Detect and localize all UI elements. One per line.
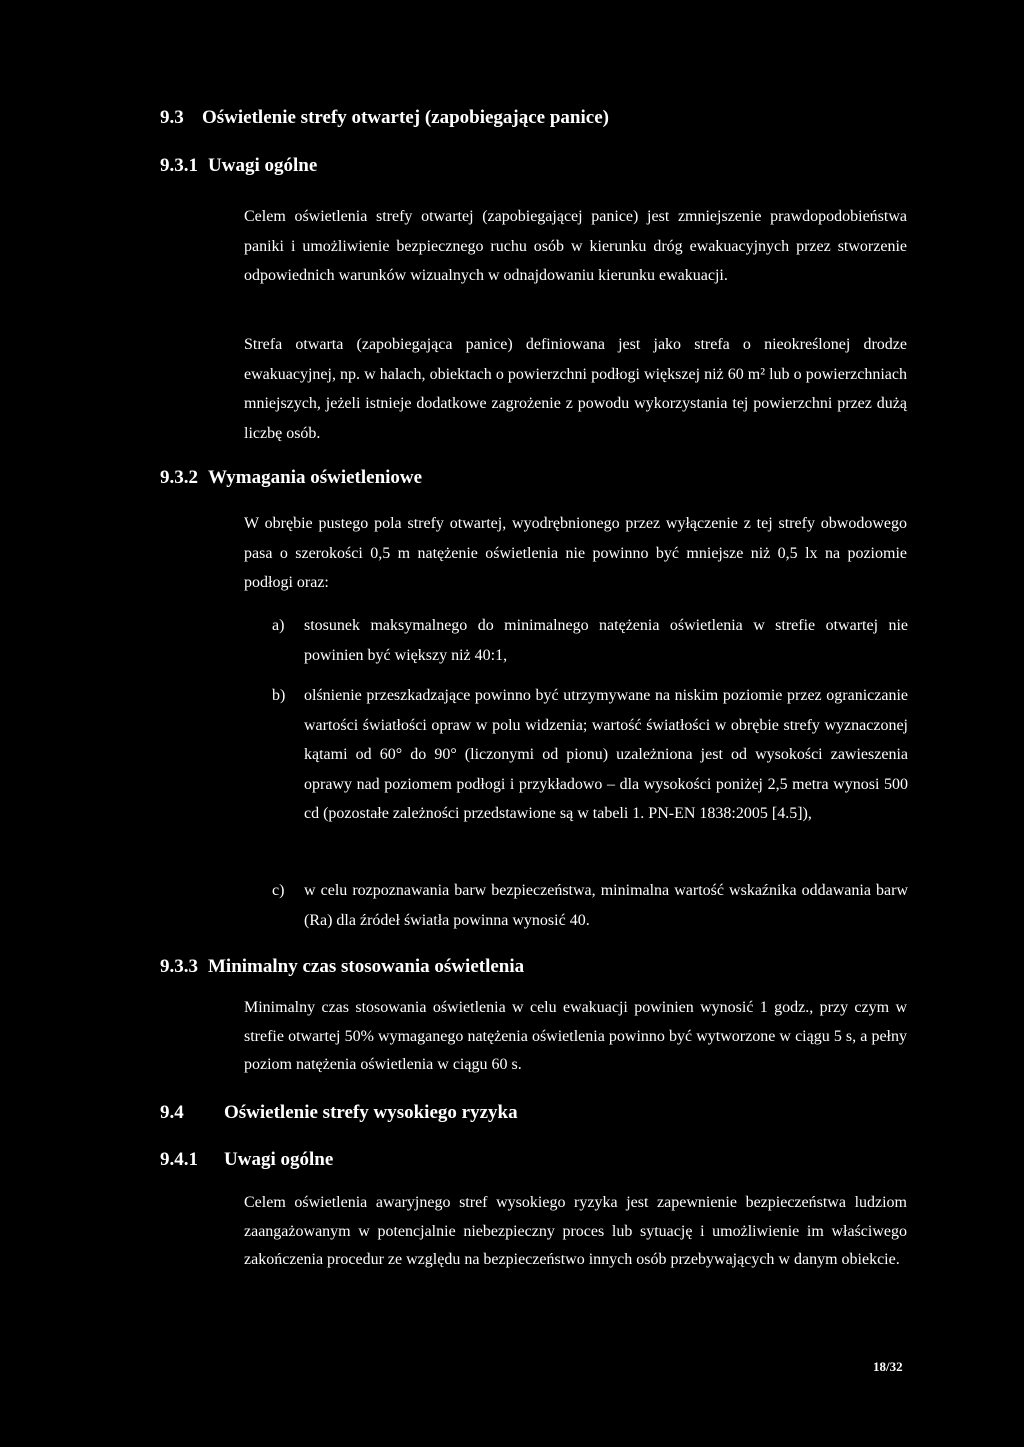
section-number: 9.3 <box>160 107 184 128</box>
heading-9-3-3 <box>160 955 525 979</box>
page-number: 18/32 <box>873 1359 903 1374</box>
section-number: 9.3.2 <box>160 467 198 488</box>
list-item-text: stosunek maksymalnego do minimalnego natężenia oświetlenia w strefie otwartej nie powinien być większy niż 40:1, <box>304 617 908 664</box>
paragraph-9-3-3: Minimalny czas stosowania oświetlenia w celu ewakuacji powinien wynosić 1 godz., przy czym w strefie otwartej 50% wymaganego natężenia oświetlenia powinno być wytworzone w ciągu 5 s, a pełny poziom natężenia oświetlenia w ciągu 60 s. <box>244 999 907 1074</box>
list-item-letter: a) <box>272 617 285 634</box>
paragraph-9-3-1-purpose: Celem oświetlenia strefy otwartej (zapobiegającej panice) jest zmniejszenie prawdopodobieństwa paniki i umożliwienie bezpiecznego ruchu osób w kierunku dróg ewakuacyjnych przez stworzenie odpowiednich warunków wizualnych w odnajdowaniu kierunku ewakuacji. <box>244 208 907 284</box>
section-number: 9.4.1 <box>160 1149 198 1170</box>
paragraph-9-4-1: Celem oświetlenia awaryjnego stref wysokiego ryzyka jest zapewnienie bezpieczeństwa ludziom zaangażowanym w potencjalnie niebezpieczny proces lub sytuację i umożliwienie im właściwego zakończenia procedur ze względu na bezpieczeństwo innych osób przebywających w danym obiekcie. <box>244 1194 907 1269</box>
list-item-letter: c) <box>272 882 285 899</box>
paragraph-9-3-1-definition: Strefa otwarta (zapobiegająca panice) definiowana jest jako strefa o nieokreślonej drodze ewakuacyjnej, np. w halach, obiektach o powierzchni podłogi większej niż 60 m² lub o powierzchniach mniejszych, jeżeli istnieje dodatkowe zagrożenie z powodu wykorzystania tej powierzchni przez dużą liczbę osób. <box>244 336 907 442</box>
heading-9-3-2 <box>160 466 423 490</box>
section-title: Oświetlenie strefy otwartej (zapobiegające panice) <box>202 107 609 128</box>
list-item <box>244 876 908 935</box>
heading-9-4 <box>160 1101 518 1125</box>
section-title: Wymagania oświetleniowe <box>208 467 423 488</box>
heading-9-4-1 <box>160 1148 334 1172</box>
list-item-letter: b) <box>272 687 286 704</box>
section-title: Oświetlenie strefy wysokiego ryzyka <box>224 1102 518 1123</box>
list-item <box>244 611 908 670</box>
heading-9-3 <box>160 106 609 130</box>
list-item-text: w celu rozpoznawania barw bezpieczeństwa, minimalna wartość wskaźnika oddawania barw (Ra) dla źródeł światła powinna wynosić 40. <box>304 882 908 929</box>
paragraph-9-3-2-intro: W obrębie pustego pola strefy otwartej, wyodrębnionego przez wyłączenie z tej strefy obwodowego pasa o szerokości 0,5 m natężenie oświetlenia nie powinno być mniejsze niż 0,5 lx na poziomie podłogi oraz: <box>244 515 907 591</box>
section-number: 9.3.1 <box>160 155 198 176</box>
list-item <box>244 681 908 829</box>
heading-9-3-1 <box>160 154 318 178</box>
section-number: 9.3.3 <box>160 956 198 977</box>
list-item-text: olśnienie przeszkadzające powinno być utrzymywane na niskim poziomie przez ograniczanie wartości światłości opraw w polu widzenia; wartość światłości w obrębie strefy wyznaczonej kątami od 60° do 90° (liczonymi od pionu) uzależniona jest od wysokości zawieszenia oprawy nad poziomem podłogi i przykładowo – dla wysokości poniżej 2,5 metra wynosi 500 cd (pozostałe zależności przedstawione są w tabeli 1. PN-EN 1838:2005 [4.5]), <box>304 687 908 822</box>
section-number: 9.4 <box>160 1102 184 1123</box>
section-title: Minimalny czas stosowania oświetlenia <box>208 956 525 977</box>
section-title: Uwagi ogólne <box>224 1149 334 1170</box>
section-title: Uwagi ogólne <box>208 155 318 176</box>
